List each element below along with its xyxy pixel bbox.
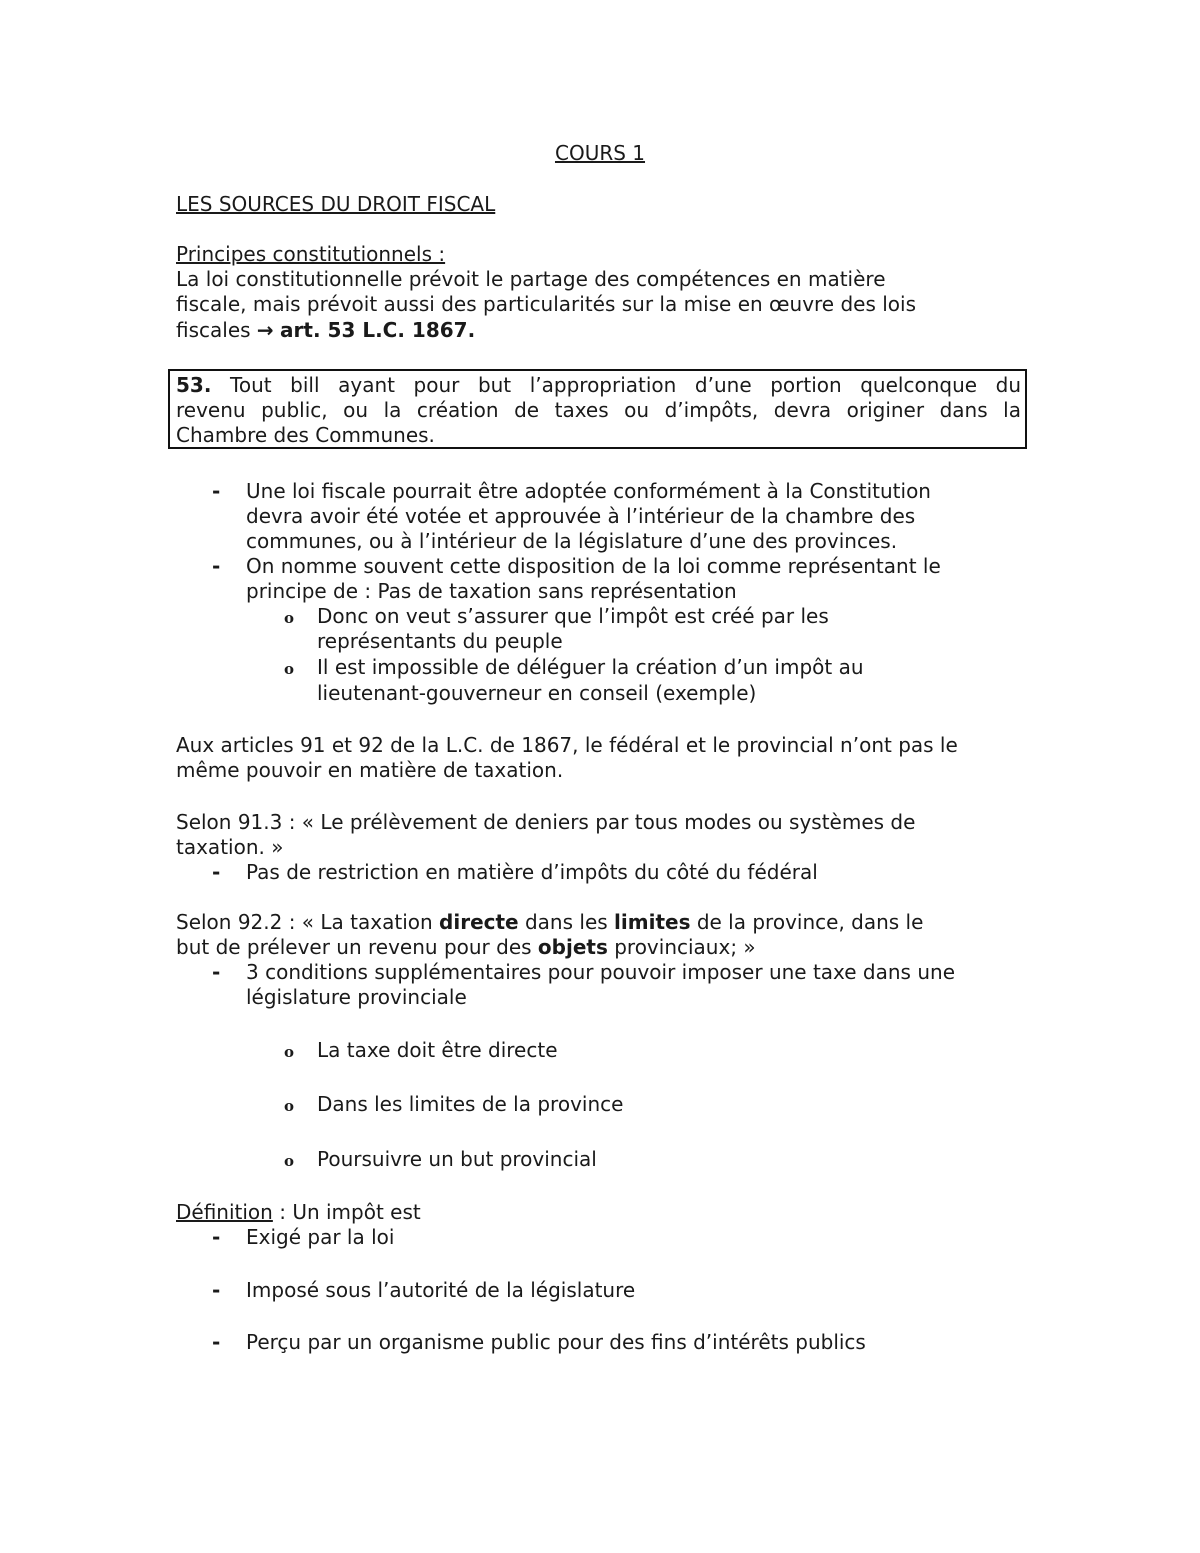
list-item-1-line-2: devra avoir été votée et approuvée à l’intérieur de la chambre des [246,504,916,528]
sub-item-1-line-1: Donc on veut s’assurer que l’impôt est créé par les [317,604,829,628]
selon-92-2-line-2 [176,935,756,960]
selon-92-2-text: dans les [518,910,615,934]
bullet-dash: - [212,1330,221,1354]
article-reference: art. 53 L.C. 1867. [280,318,476,342]
list-item-1-line-3: communes, ou à l’intérieur de la législature d’une des provinces. [246,529,898,553]
selon-91-3-line-2: taxation. » [176,835,284,859]
sub-bullet-icon: o [284,660,295,678]
page-title: COURS 1 [554,141,646,165]
bullet-dash: - [212,960,221,984]
selon-92-2-bullet-line-1: 3 conditions supplémentaires pour pouvoir imposer une taxe dans une [246,960,955,984]
section-heading: LES SOURCES DU DROIT FISCAL [176,192,496,216]
emphasis-objets: objets [537,935,608,959]
condition-1: La taxe doit être directe [317,1038,558,1062]
list-item-2-line-2: principe de : Pas de taxation sans représentation [246,579,737,603]
principes-line-3-text: fiscales [176,318,251,342]
selon-91-3-bullet: Pas de restriction en matière d’impôts du côté du fédéral [246,860,818,884]
selon-92-2-text: provinciaux; » [607,935,756,959]
selon-92-2-line-1 [176,910,923,935]
articles-line-2: même pouvoir en matière de taxation. [176,758,564,782]
definition-label: Définition [176,1200,273,1224]
articles-line-1: Aux articles 91 et 92 de la L.C. de 1867, le fédéral et le provincial n’ont pas le [176,733,958,757]
selon-92-2-bullet-line-2: législature provinciale [246,985,467,1009]
definition-text: : Un impôt est [272,1200,421,1224]
definition-item-2: Imposé sous l’autorité de la législature [246,1278,636,1302]
emphasis-directe: directe [439,910,519,934]
principes-line-2: fiscale, mais prévoit aussi des particularités sur la mise en œuvre des lois [176,292,917,316]
condition-2: Dans les limites de la province [317,1092,624,1116]
bullet-dash: - [212,479,221,503]
article-53-line-2: revenu public, ou la création de taxes ou d’impôts, devra originer dans la [176,398,1021,422]
definition-item-3: Perçu par un organisme public pour des fins d’intérêts publics [246,1330,866,1354]
principes-line-1: La loi constitutionnelle prévoit le partage des compétences en matière [176,267,886,291]
selon-92-2-text: Selon 92.2 : « La taxation [176,910,440,934]
article-53-line-3: Chambre des Communes. [176,423,435,447]
arrow-icon: → [256,318,274,342]
emphasis-limites: limites [614,910,691,934]
list-item-2-line-1: On nomme souvent cette disposition de la loi comme représentant le [246,554,941,578]
sub-bullet-icon: o [284,1152,295,1170]
condition-3: Poursuivre un but provincial [317,1147,597,1171]
definition-item-1: Exigé par la loi [246,1225,395,1249]
bullet-dash: - [212,860,221,884]
sub-bullet-icon: o [284,1097,295,1115]
article-53-number: 53. [176,373,212,397]
definition-line [176,1200,421,1225]
principes-line-3 [176,318,475,343]
sub-item-2-line-2: lieutenant-gouverneur en conseil (exemple) [317,681,757,705]
sub-bullet-icon: o [284,1043,295,1061]
selon-92-2-text: de la province, dans le [690,910,924,934]
bullet-dash: - [212,1278,221,1302]
bullet-dash: - [212,1225,221,1249]
selon-91-3-line-1: Selon 91.3 : « Le prélèvement de deniers par tous modes ou systèmes de [176,810,916,834]
sub-bullet-icon: o [284,609,295,627]
sub-item-2-line-1: Il est impossible de déléguer la création d’un impôt au [317,655,864,679]
article-53-line-1-text: Tout bill ayant pour but l’appropriation d’une portion quelconque du [230,373,1022,397]
sub-item-1-line-2: représentants du peuple [317,629,563,653]
list-item-1-line-1: Une loi fiscale pourrait être adoptée conformément à la Constitution [246,479,931,503]
principes-label: Principes constitutionnels : [176,242,446,266]
article-53-line-1 [176,373,1021,398]
bullet-dash: - [212,554,221,578]
selon-92-2-text: but de prélever un revenu pour des [176,935,538,959]
